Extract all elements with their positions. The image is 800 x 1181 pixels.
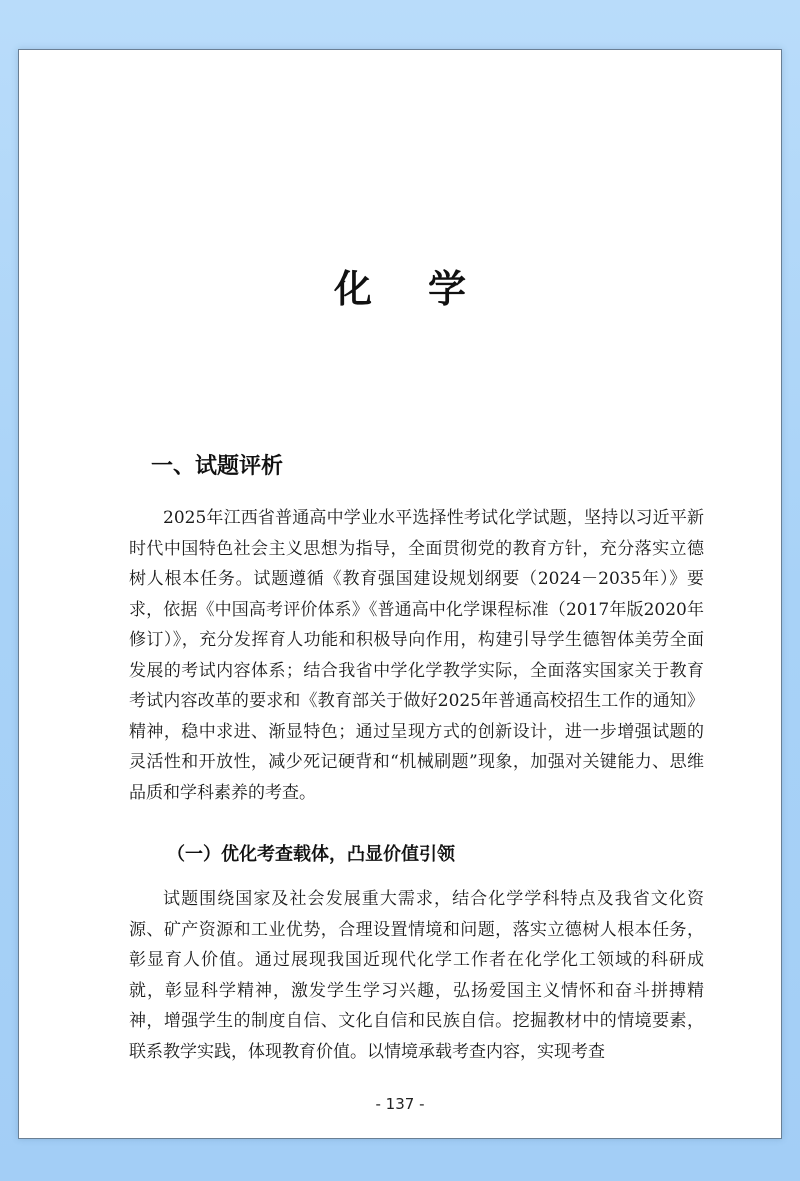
- page-number: - 137 -: [375, 1095, 425, 1113]
- section-title: 一、试题评析: [151, 454, 284, 479]
- chapter-title: 化学: [333, 266, 522, 311]
- subsection-title: （一）优化考查载体，凸显价值引领: [167, 844, 455, 865]
- document-page: [18, 49, 782, 1139]
- paragraph-carrier: 试题围绕国家及社会发展重大需求，结合化学学科特点及我省文化资源、矿产资源和工业优势，合理设置情境和问题，落实立德树人根本任务，彰显育人价值。通过展现我国近现代化学工作者在化学化工领域的科研成就，彰显科学精神，激发学生学习兴趣，弘扬爱国主义情怀和奋斗拼搏精神，增强学生的制度自信、文化自信和民族自信。挖掘教材中的情境要素，联系教学实践，体现教育价值。以情境承载考查内容，实现考查: [129, 889, 704, 1062]
- paragraph-analysis: 2025年江西省普通高中学业水平选择性考试化学试题，坚持以习近平新时代中国特色社会主义思想为指导，全面贯彻党的教育方针，充分落实立德树人根本任务。试题遵循《教育强国建设规划纲要（2024－2035年）》要求，依据《中国高考评价体系》《普通高中化学课程标准（2017年版2020年修订）》，充分发挥育人功能和积极导向作用，构建引导学生德智体美劳全面发展的考试内容体系；结合我省中学化学教学实际，全面落实国家关于教育考试内容改革的要求和《教育部关于做好2025年普通高校招生工作的通知》精神，稳中求进、渐显特色；通过呈现方式的创新设计，进一步增强试题的灵活性和开放性，减少死记硬背和“机械刷题”现象，加强对关键能力、思维品质和学科素养的考查。: [129, 508, 704, 803]
